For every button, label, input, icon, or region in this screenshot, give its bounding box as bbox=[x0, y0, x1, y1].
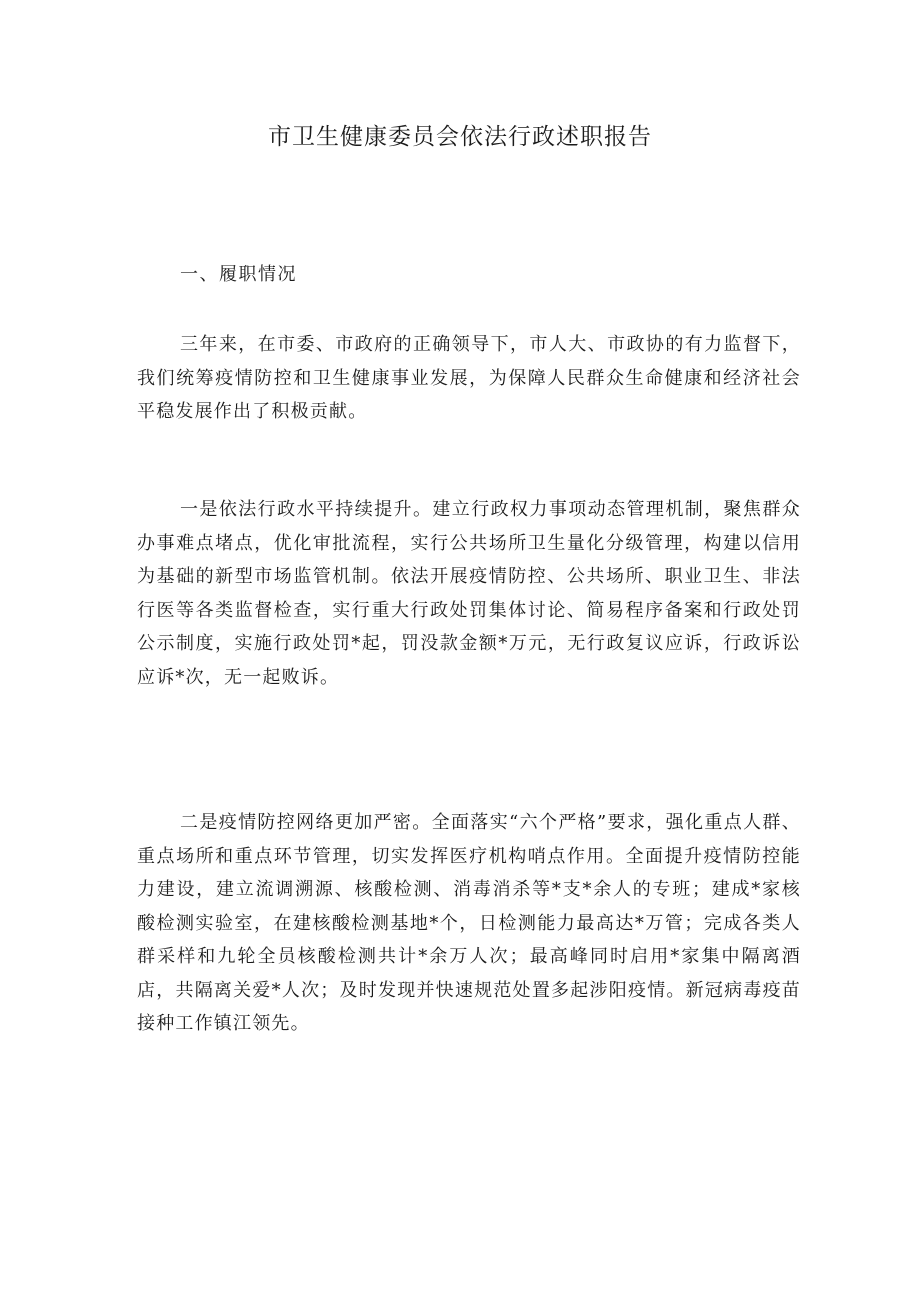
paragraph-law-administration: 一是依法行政水平持续提升。建立行政权力事项动态管理机制，聚焦群众办事难点堵点，优化审批流程，实行公共场所卫生量化分级管理，构建以信用为基础的新型市场监管机制。依法开展疫情防控、公共场所、职业卫生、非法行医等各类监督检查，实行重大行政处罚集体讨论、简易程序备案和行政处罚公示制度，实施行政处罚*起，罚没款金额*万元，无行政复议应诉，行政诉讼应诉*次，无一起败诉。 bbox=[137, 499, 801, 688]
section-heading: 一、履职情况 bbox=[180, 264, 297, 285]
paragraph-epidemic-control: 二是疫情防控网络更加严密。全面落实“六个严格”要求，强化重点人群、重点场所和重点环节管理，切实发挥医疗机构哨点作用。全面提升疫情防控能力建设，建立流调溯源、核酸检测、消毒消杀等*支*余人的专班；建成*家核酸检测实验室，在建核酸检测基地*个，日检测能力最高达*万管；完成各类人群采样和九轮全员核酸检测共计*余万人次；最高峰同时启用*家集中隔离酒店，共隔离关爱*人次；及时发现并快速规范处置多起涉阳疫情。新冠病毒疫苗接种工作镇江领先。 bbox=[137, 812, 801, 1034]
document-title: 市卫生健康委员会依法行政述职报告 bbox=[268, 124, 652, 150]
paragraph-intro: 三年来，在市委、市政府的正确领导下，市人大、市政协的有力监督下，我们统筹疫情防控和卫生健康事业发展，为保障人民群众生命健康和经济社会平稳发展作出了积极贡献。 bbox=[137, 334, 801, 422]
